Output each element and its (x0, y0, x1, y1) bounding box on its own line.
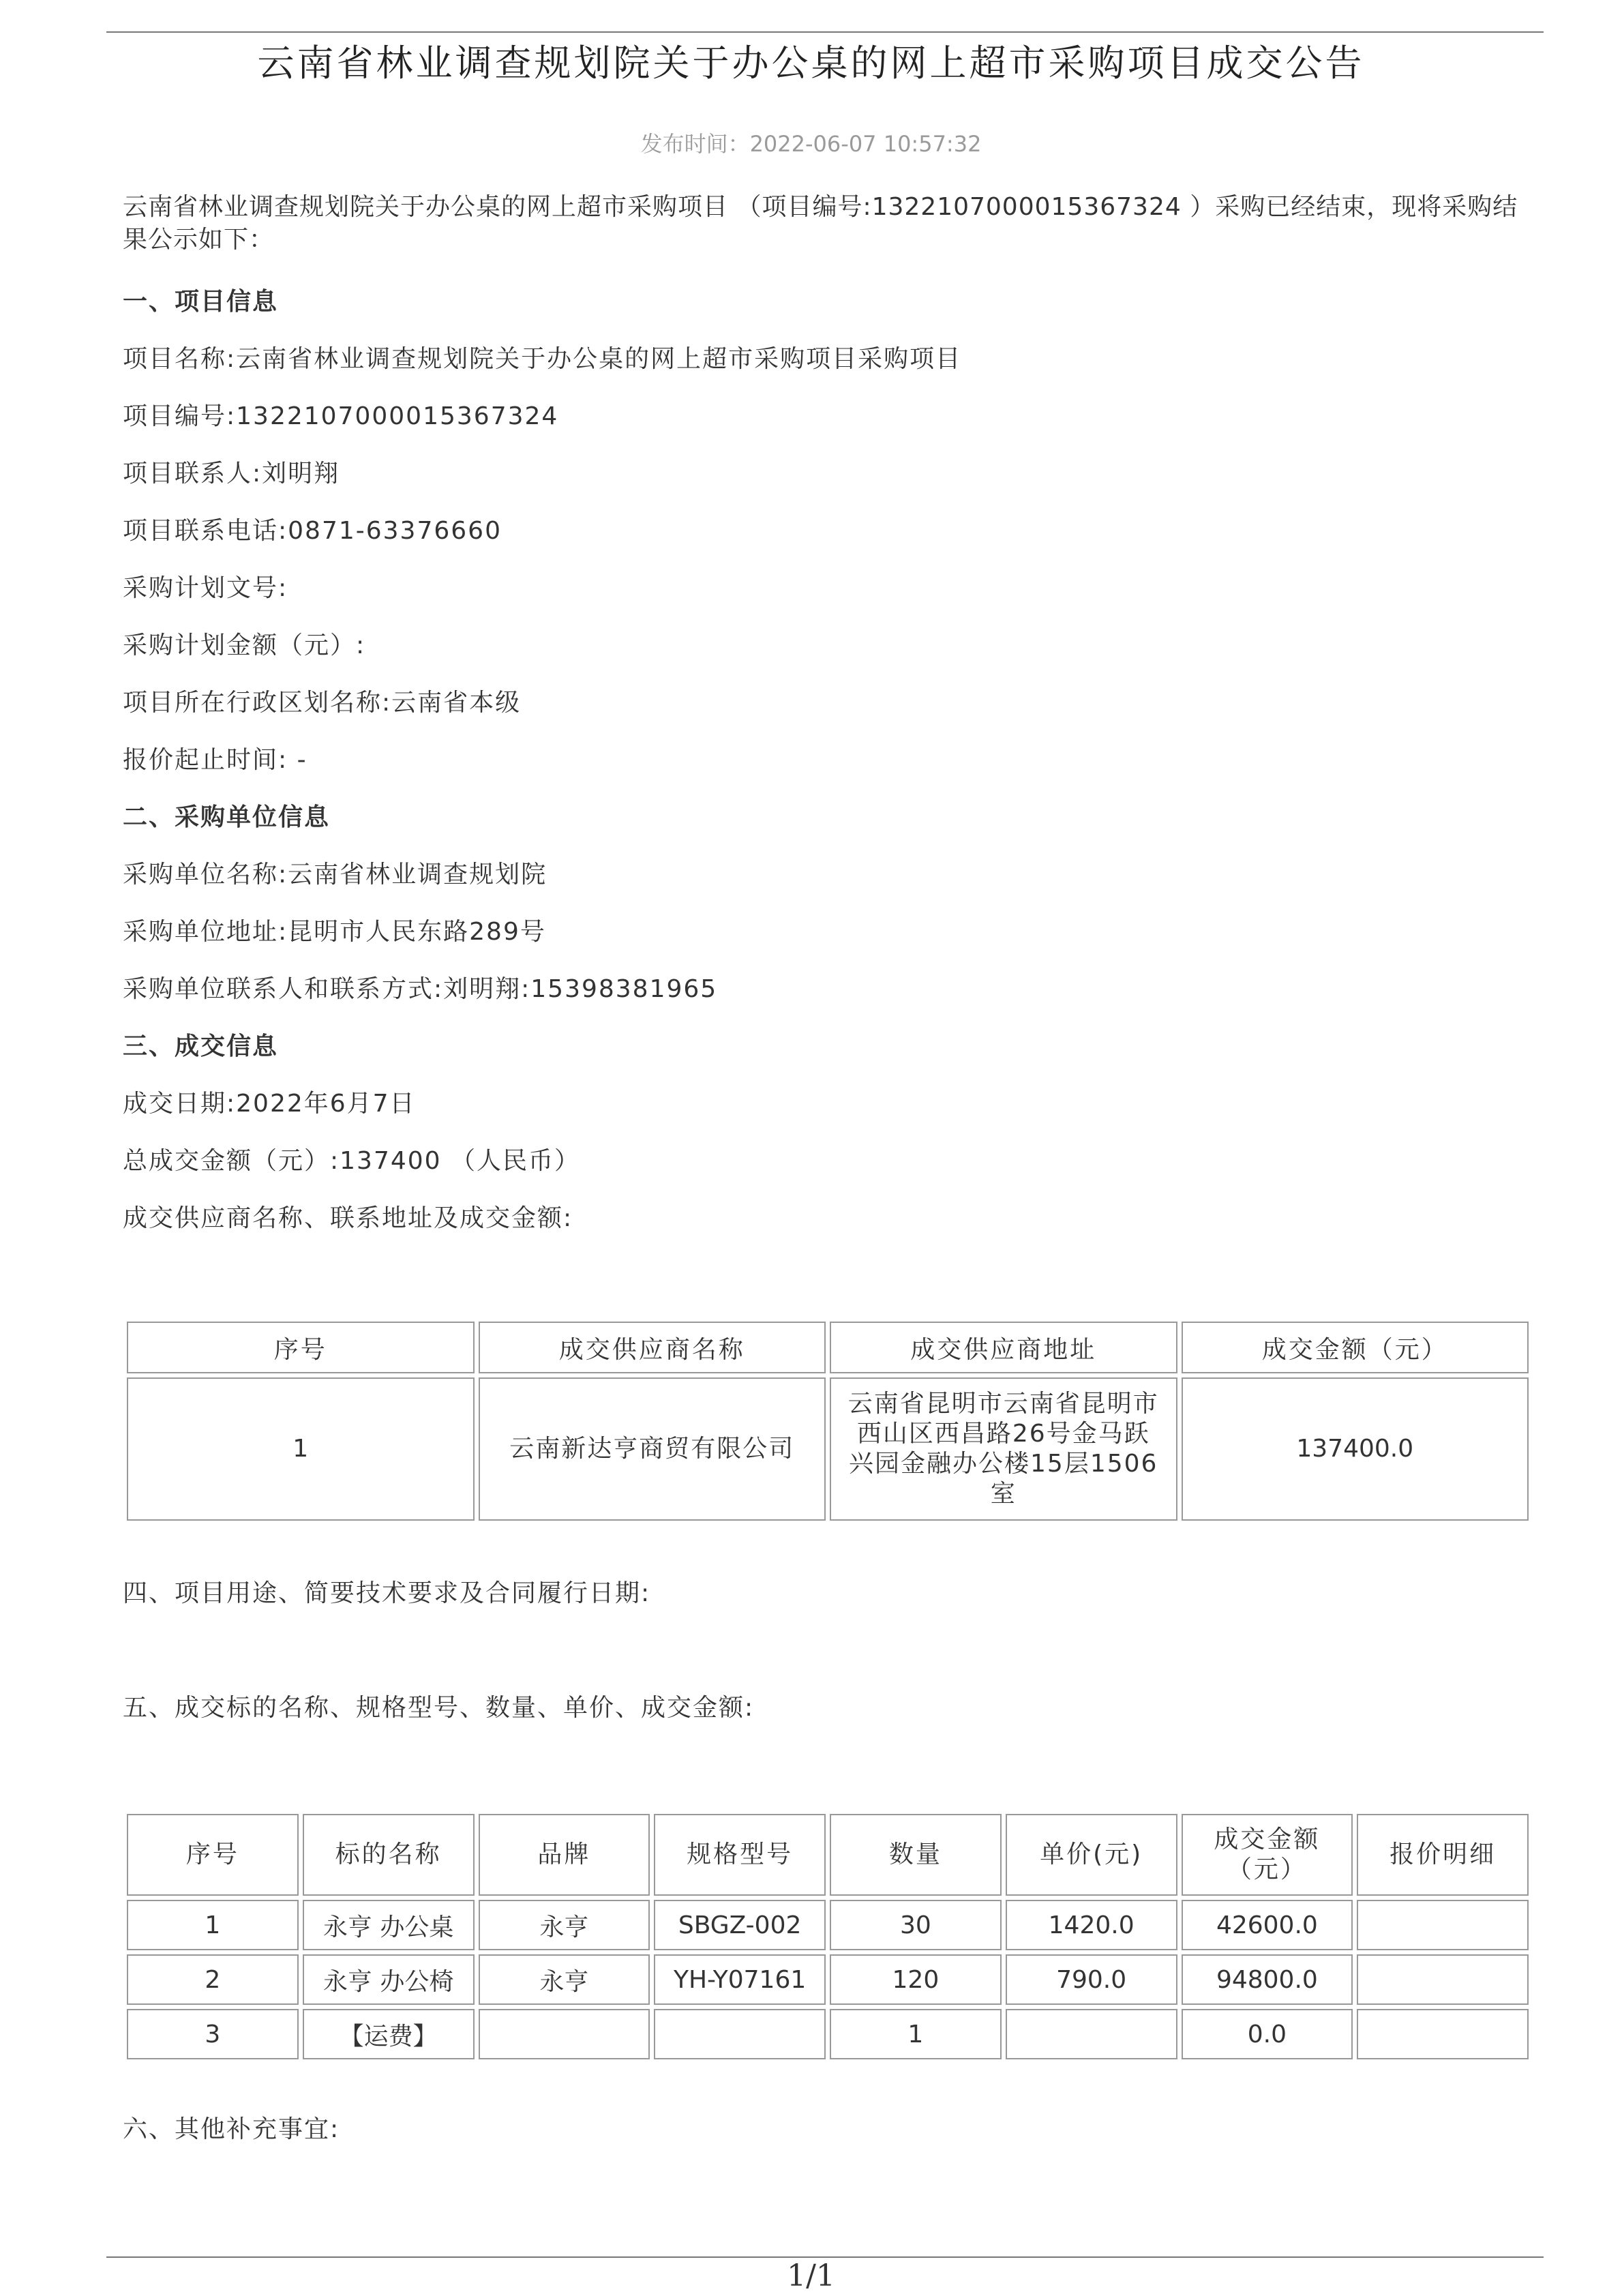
table-cell: 1 (127, 1900, 299, 1950)
table-cell: 120 (830, 1954, 1002, 2005)
section-purpose-heading: 四、项目用途、简要技术要求及合同履行日期: (123, 1579, 651, 1607)
section-deal-info-heading: 三、成交信息 (123, 1032, 279, 1060)
table-header-cell: 标的名称 (303, 1814, 475, 1896)
quote-period: 报价起止时间: - (123, 746, 307, 774)
table-row (127, 1377, 1529, 1521)
buyer-name: 采购单位名称:云南省林业调查规划院 (123, 861, 547, 889)
table-cell: 永亨 (479, 1900, 650, 1950)
table-cell (479, 2009, 650, 2059)
top-rule (106, 31, 1544, 33)
table-header-cell: 单价(元) (1006, 1814, 1177, 1896)
section-buyer-info-heading: 二、采购单位信息 (123, 803, 331, 831)
table-header-cell: 规格型号 (654, 1814, 826, 1896)
page-indicator: 1/1 (787, 2258, 835, 2293)
table-header-row (127, 1322, 1529, 1373)
table-cell: 137400.0 (1182, 1377, 1529, 1521)
table-cell (654, 2009, 826, 2059)
table-header-cell: 成交供应商地址 (830, 1322, 1177, 1373)
project-region: 项目所在行政区划名称:云南省本级 (123, 689, 522, 717)
table-cell: 790.0 (1006, 1954, 1177, 2005)
table-row (127, 2009, 1529, 2059)
section-other-heading: 六、其他补充事宜: (123, 2115, 340, 2143)
table-cell: 1 (830, 2009, 1002, 2059)
table-cell: 0.0 (1182, 2009, 1353, 2059)
project-contact: 项目联系人:刘明翔 (123, 460, 340, 488)
table-cell: 2 (127, 1954, 299, 2005)
supplier-table (123, 1317, 1533, 1525)
table-cell: 云南新达亨商贸有限公司 (479, 1377, 826, 1521)
items-table (123, 1810, 1533, 2063)
intro-paragraph: 云南省林业调查规划院关于办公桌的网上超市采购项目 （项目编号:1322107000015367324 ）采购已经结束，现将采购结果公示如下： (123, 193, 1518, 254)
page-title: 云南省林业调查规划院关于办公桌的网上超市采购项目成交公告 (257, 42, 1365, 85)
announcement-body (123, 191, 1520, 256)
table-cell: 永亨 (479, 1954, 650, 2005)
table-header-cell: 序号 (127, 1814, 299, 1896)
table-cell: 1 (127, 1377, 475, 1521)
supplier-label: 成交供应商名称、联系地址及成交金额: (123, 1204, 573, 1232)
table-cell (1357, 1954, 1529, 2005)
table-row (127, 1954, 1529, 2005)
table-cell: 永亨 办公桌 (303, 1900, 475, 1950)
table-header-cell: 品牌 (479, 1814, 650, 1896)
deal-date: 成交日期:2022年6月7日 (123, 1090, 416, 1118)
table-header-cell: 成交供应商名称 (479, 1322, 826, 1373)
table-cell: 3 (127, 2009, 299, 2059)
section-items-heading: 五、成交标的名称、规格型号、数量、单价、成交金额: (123, 1694, 755, 1722)
total-amount: 总成交金额（元）:137400 （人民币） (123, 1147, 580, 1175)
buyer-address: 采购单位地址:昆明市人民东路289号 (123, 918, 546, 946)
table-cell: 30 (830, 1900, 1002, 1950)
section-project-info-heading: 一、项目信息 (123, 288, 279, 316)
table-cell (1357, 1900, 1529, 1950)
publish-time: 发布时间：2022-06-07 10:57:32 (640, 131, 982, 157)
table-cell: 【运费】 (303, 2009, 475, 2059)
table-cell: 42600.0 (1182, 1900, 1353, 1950)
table-cell: 云南省昆明市云南省昆明市西山区西昌路26号金马跃兴园金融办公楼15层1506室 (830, 1377, 1177, 1521)
plan-amount: 采购计划金额（元）: (123, 631, 366, 659)
project-name: 项目名称:云南省林业调查规划院关于办公桌的网上超市采购项目采购项目 (123, 345, 962, 373)
table-row (127, 1900, 1529, 1950)
project-phone: 项目联系电话:0871-63376660 (123, 517, 502, 545)
table-cell: 永亨 办公椅 (303, 1954, 475, 2005)
table-cell (1357, 2009, 1529, 2059)
table-header-cell: 数量 (830, 1814, 1002, 1896)
project-number: 项目编号:1322107000015367324 (123, 402, 559, 430)
table-header-row (127, 1814, 1529, 1896)
table-header-cell: 序号 (127, 1322, 475, 1373)
buyer-contact: 采购单位联系人和联系方式:刘明翔:15398381965 (123, 975, 718, 1003)
table-header-cell: 成交金额（元） (1182, 1322, 1529, 1373)
table-cell: 1420.0 (1006, 1900, 1177, 1950)
table-cell (1006, 2009, 1177, 2059)
table-cell: 94800.0 (1182, 1954, 1353, 2005)
table-cell: SBGZ-002 (654, 1900, 826, 1950)
plan-doc-number: 采购计划文号: (123, 574, 288, 602)
table-cell: YH-Y07161 (654, 1954, 826, 2005)
bottom-rule (106, 2256, 1544, 2258)
table-header-cell: 成交金额（元） (1182, 1814, 1353, 1896)
table-header-cell: 报价明细 (1357, 1814, 1529, 1896)
